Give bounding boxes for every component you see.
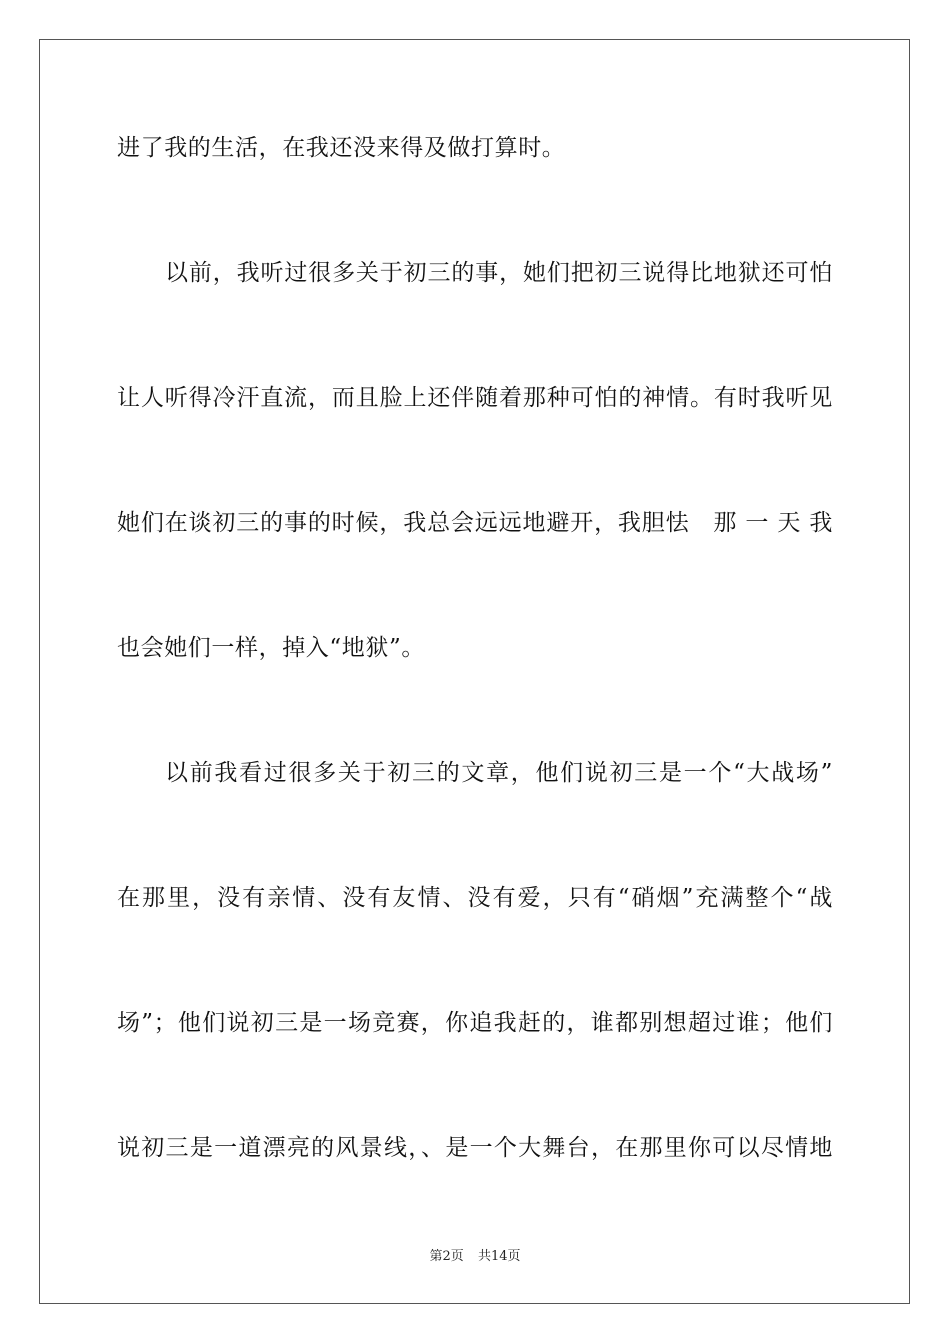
body-text-line: 她们在谈初三的事的时候，我总会远远地避开，我胆怯 那 一 天 我 — [117, 510, 833, 536]
page-frame — [39, 39, 910, 1304]
body-text-line: 进了我的生活，在我还没来得及做打算时。 — [117, 135, 566, 161]
body-text-line: 说初三是一道漂亮的风景线，、是一个大舞台，在那里你可以尽情地 — [117, 1135, 833, 1161]
body-text-line: 在那里，没有亲情、没有友情、没有爱，只有“硝烟”充满整个“战 — [117, 885, 833, 911]
body-text-line: 让人听得冷汗直流，而且脸上还伴随着那种可怕的神情。有时我听见 — [117, 385, 833, 411]
page-number: 第2页 — [429, 1249, 464, 1264]
body-text-line: 以前我看过很多关于初三的文章，他们说初三是一个“大战场” — [165, 760, 833, 786]
body-text-line: 也会她们一样，掉入“地狱”。 — [117, 635, 425, 661]
page-total: 共14页 — [477, 1249, 521, 1264]
body-text-line: 以前，我听过很多关于初三的事，她们把初三说得比地狱还可怕 — [165, 260, 833, 286]
page-footer — [0, 1248, 950, 1266]
body-text-line: 场”；他们说初三是一场竞赛，你追我赶的，谁都别想超过谁；他们 — [117, 1010, 833, 1036]
